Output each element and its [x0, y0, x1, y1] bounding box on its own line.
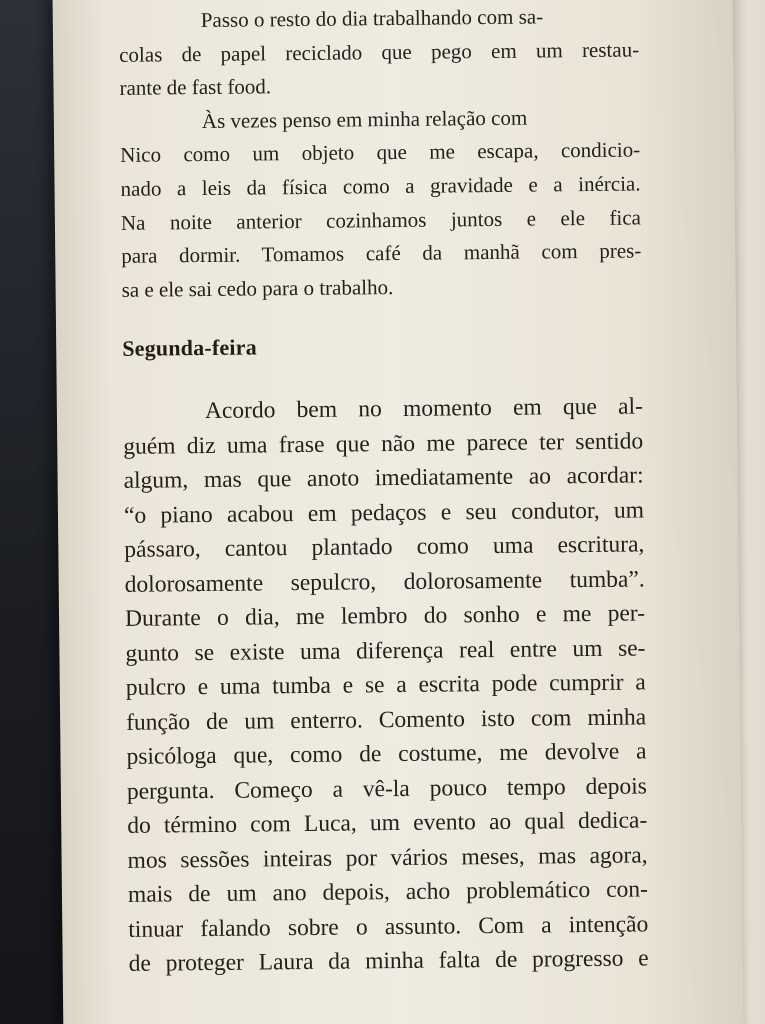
text-line: de proteger Laura da minha falta de progresso e: [128, 945, 649, 977]
text-line: tinuar falando sobre o assunto. Com a intenção: [128, 910, 649, 943]
text-line: guém diz uma frase que não me parece ter sentido: [123, 427, 644, 460]
text-line: psicóloga que, como de costume, me devolve a: [126, 738, 647, 770]
text-line: para dormir. Tomamos café da manhã com pres-: [121, 238, 642, 269]
text-line: “o piano acabou em pedaços e seu condutor, um: [123, 496, 645, 529]
text-line: função de um enterro. Comento isto com minha: [126, 703, 647, 736]
text-line: mos sessões inteiras por vários meses, mas agora,: [127, 841, 648, 874]
text-line: mais de um ano depois, acho problemático con-: [127, 876, 649, 908]
text-line: Acordo bem no momento em que al-: [204, 393, 644, 425]
text-line: Às vezes penso em minha relação com: [201, 105, 528, 133]
text-line: Na noite anterior cozinhamos juntos e ele fica: [120, 205, 642, 235]
text-line: Passo o resto do dia trabalhando com sa-: [200, 4, 544, 33]
text-line: rante de fast food.: [119, 74, 272, 101]
section-heading: Segunda-feira: [122, 334, 257, 361]
book-page: [53, 0, 744, 1024]
text-line: pergunta. Começo a vê-la pouco tempo depois: [126, 772, 647, 805]
text-line: pulcro e uma tumba e se a escrita pode cumprir a: [125, 669, 646, 701]
top-text-block: [119, 0, 642, 307]
text-line: sa e ele sai cedo para o trabalho.: [121, 274, 394, 302]
text-line: Durante o dia, me lembro do sonho e me per-: [124, 600, 646, 632]
text-line: algum, mas que anoto imediatamente ao acordar:: [123, 462, 644, 494]
text-line: dolorosamente sepulcro, dolorosamente tumba”.: [124, 565, 645, 598]
text-line: Nico como um objeto que me escapa, condicio-: [120, 137, 641, 168]
text-line: nado a leis da física como a gravidade e a inércia.: [120, 171, 641, 201]
text-line: gunto se existe uma diferença real entre um se-: [125, 634, 646, 667]
text-line: colas de papel reciclado que pego em um restau-: [119, 37, 640, 67]
text-line: pássaro, cantou plantado como uma escritura,: [124, 531, 645, 563]
text-line: do término com Luca, um evento ao qual dedica-: [127, 807, 648, 839]
section-body: [123, 389, 649, 981]
